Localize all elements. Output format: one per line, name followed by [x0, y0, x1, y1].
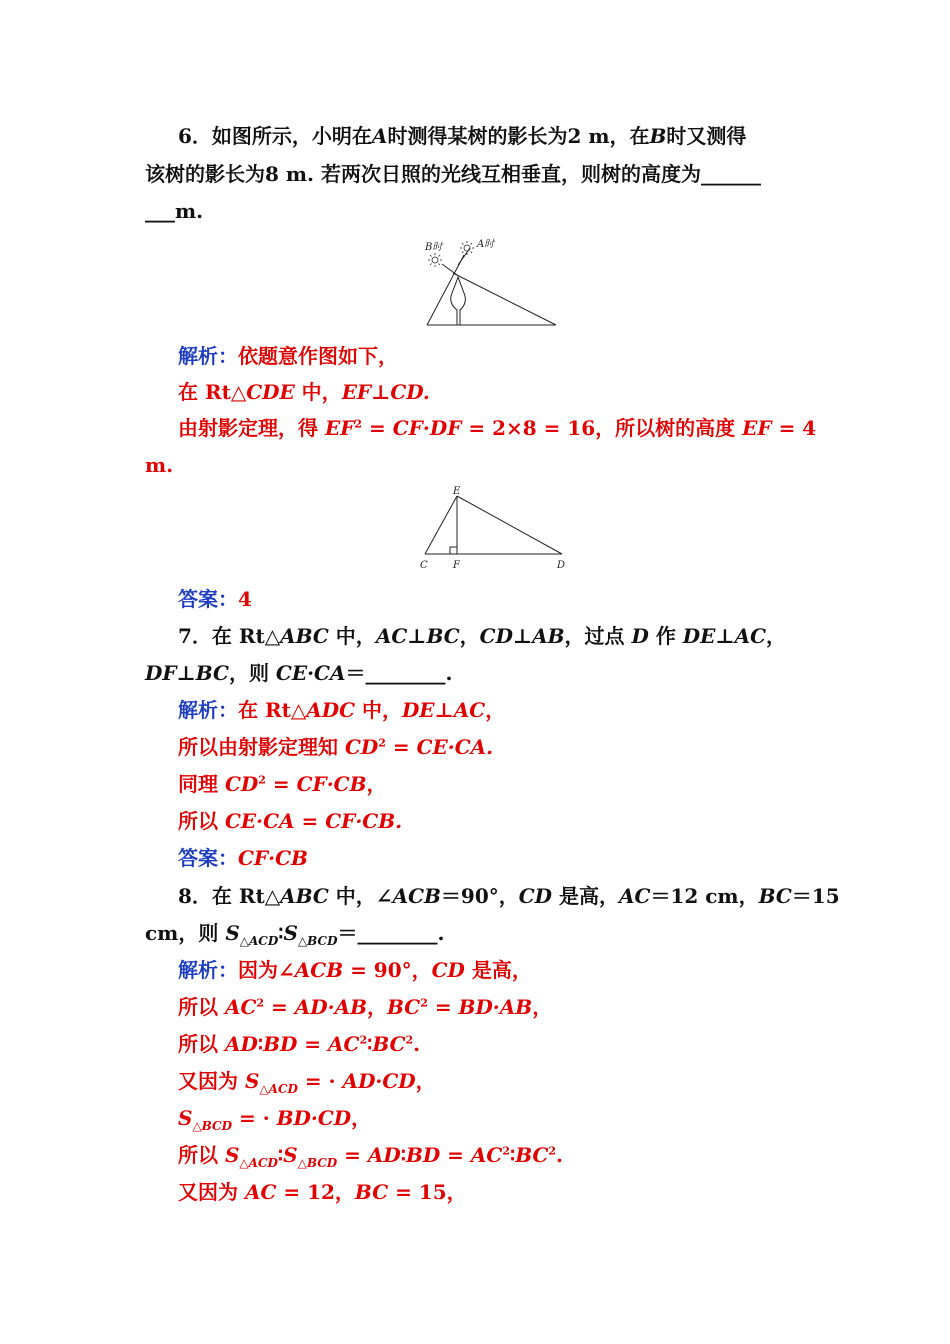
q6-line1: 6．如图所示，小明在A时测得某树的影长为2 m，在B时又测得: [178, 124, 747, 148]
q8-solution-line3: 所以 AD∶BD = $AC^2∶BC^2$.: [178, 1032, 421, 1056]
q6-solution-line2: 在 Rt△CDE 中，EF⊥CD.: [178, 380, 430, 404]
q6-solution-line3: 由射影定理，得 $EF^2 = CF\cdot DF = 2\times 8 = 16$，所以树的高度 EF = 4: [178, 416, 817, 440]
q6-answer: 答案：4: [178, 587, 252, 611]
q7-line2: DF⊥BC，则 CE·CA＝________.: [145, 661, 453, 685]
q8-line1: 8．在 Rt△ABC 中，∠ACB＝90°，CD 是高，AC＝12 cm，BC＝15: [178, 884, 840, 908]
q7-solution-line1: 解析：在 Rt△ADC 中，DE⊥AC，: [178, 698, 506, 722]
tree-icon: [451, 277, 466, 325]
q6-solution-line4: m.: [145, 453, 174, 477]
right-triangle-cde-figure: [410, 484, 570, 574]
q8-solution-line7: 又因为 AC = 12，BC = 15，: [178, 1180, 467, 1204]
tree-shadow-figure: [420, 235, 560, 330]
q8-solution-line2: 所以 $AC^2 = AD\cdot AB$，$BC^2 = BD\cdot AB$，: [178, 995, 553, 1019]
q7-solution-line3: 同理 $CD^2 = CF\cdot CB$，: [178, 772, 387, 796]
q8-line2: cm，则 $S_{\triangle ACD}∶S_{\triangle BCD}=\_\_\_\_\_\_\_\_$.: [145, 921, 445, 948]
q8-solution-line5: $S_{\triangle BCD}$ = · BD·CD，: [178, 1106, 372, 1133]
point-d-label: D: [557, 560, 566, 571]
q7-solution-line2: 所以由射影定理知 $CD^2 = CE\cdot CA$.: [178, 735, 494, 759]
q7-line1: 7．在 Rt△ABC 中，AC⊥BC，CD⊥AB，过点 D 作 DE⊥AC，: [178, 624, 787, 648]
q6-line2: 该树的影长为8 m. 若两次日照的光线互相垂直，则树的高度为______: [145, 162, 761, 186]
q8-solution-line6: 所以 $S_{\triangle ACD}∶S_{\triangle BCD}$ = AD∶BD = $AC^2∶BC^2$.: [178, 1143, 564, 1170]
label-b-time: B时: [425, 242, 443, 253]
q7-solution-line4: 所以 CE·CA = CF·CB.: [178, 809, 403, 833]
q8-solution-line4: 又因为 $S_{\triangle ACD}$ = · AD·CD，: [178, 1069, 436, 1096]
point-f-label: F: [453, 560, 460, 571]
q8-solution-line1: 解析：因为∠ACB = 90°，CD 是高，: [178, 958, 532, 982]
label-a-time: A时: [477, 239, 495, 250]
point-e-label: E: [453, 486, 461, 497]
q7-answer: 答案：CF·CB: [178, 846, 308, 870]
q6-solution-line1: 解析：依题意作图如下，: [178, 344, 398, 368]
triangle-lines: [427, 248, 556, 325]
point-c-label: C: [420, 560, 428, 571]
q6-line3: ___m.: [145, 199, 204, 223]
sun-b-icon: [428, 253, 442, 267]
